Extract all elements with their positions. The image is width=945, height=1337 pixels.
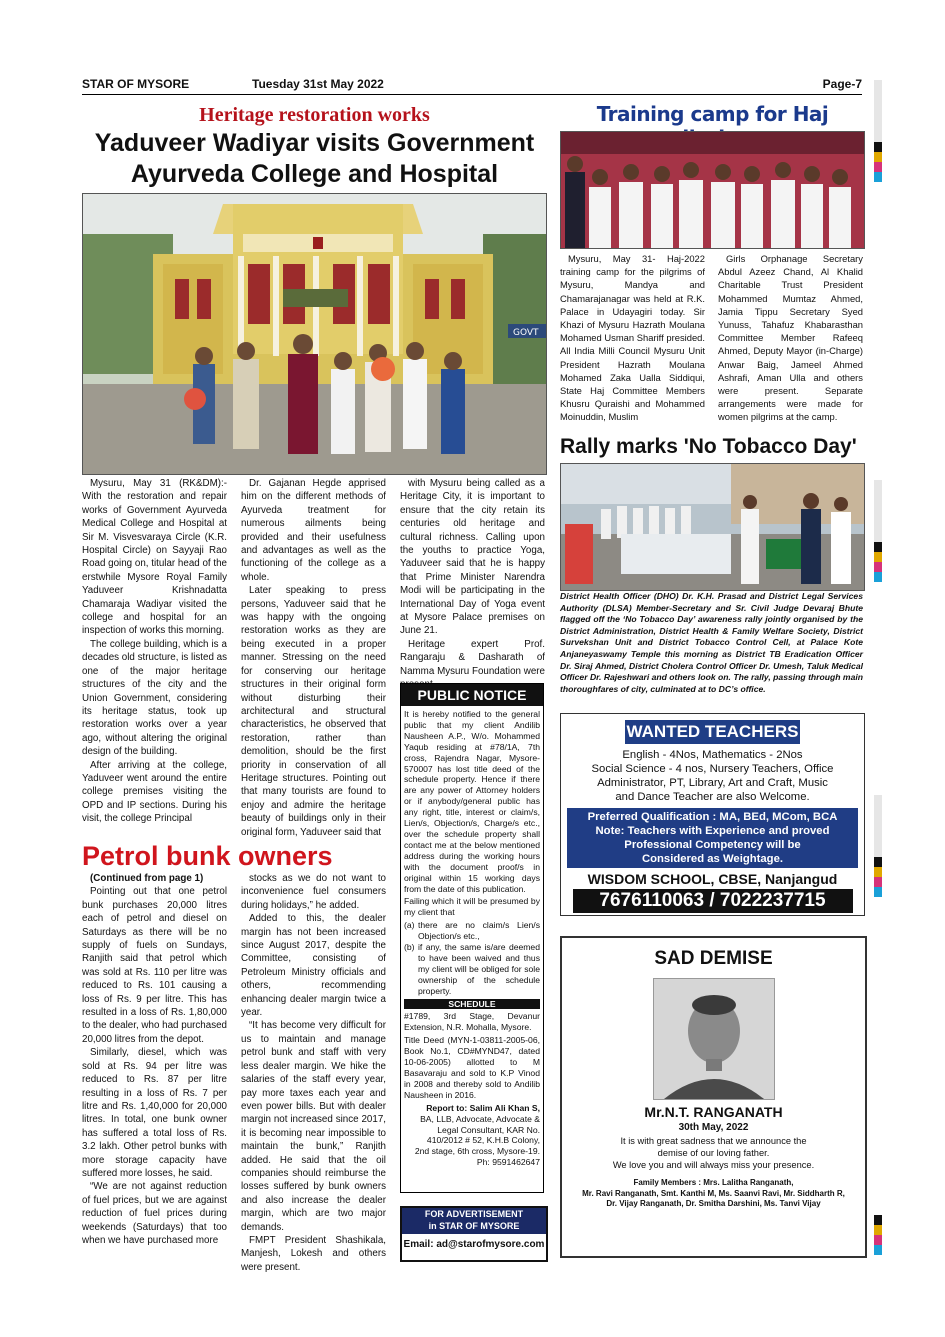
haj-photo xyxy=(560,131,865,249)
haj-column-2 xyxy=(718,252,863,424)
message-line: demise of our loving father. xyxy=(657,1148,770,1158)
family-line: Mr. Ravi Ranganath, Smt. Kanthi M, Ms. Saanvi Ravi, Mr. Siddharth R, xyxy=(582,1188,845,1198)
lead-headline xyxy=(82,128,547,190)
govt-sign-text: GOVT xyxy=(513,328,539,338)
family-members xyxy=(562,1178,865,1210)
vacancy-line: and Dance Teacher are also Welcome. xyxy=(615,791,810,803)
lead-paragraph: Mysuru, May 31 (RK&DM):- With the restoration and repair works of Government Ayurveda Medical College and Hospital at Sir M. Visvesvaraya Circle (K.R. Hospital Circle) on Sayyaji Rao Road going on, titular head of the erstwhile Mysore Royal Family Yaduveer Krishnadatta Chamaraja Wadiyar visited the college and hospital for an inspection of works this morning. xyxy=(82,478,227,637)
wanted-title: WANTED TEACHERS xyxy=(625,720,800,744)
notice-condition xyxy=(404,942,540,997)
heritage-building-illustration xyxy=(83,194,546,474)
condition-label: (b) xyxy=(404,942,415,953)
petrol-column-1 xyxy=(82,872,227,1247)
portrait xyxy=(653,978,775,1100)
rally-photo xyxy=(560,463,865,591)
contact-phone[interactable]: 7676110063 / 7022237715 xyxy=(573,889,853,913)
vacancy-line: Social Science - 4 nos, Nursery Teachers, Office xyxy=(591,763,834,775)
report-to: Report to: Salim Ali Khan S, xyxy=(426,1102,540,1113)
report-line: 2nd stage, 6th cross, Mysore-19. xyxy=(414,1146,540,1157)
petrol-paragraph: FMPT President Shashikala, Manjesh, Lokesh and others were present. xyxy=(241,1234,386,1273)
page-header xyxy=(82,76,862,95)
public-notice xyxy=(400,683,544,1193)
notice-failing: Failing which it will be presumed by my client that xyxy=(404,896,540,918)
ad-contact-line-2: in STAR OF MYSORE xyxy=(402,1220,546,1234)
report-line: Legal Consultant, KAR No. xyxy=(437,1124,540,1135)
haj-column-1 xyxy=(560,252,705,424)
notice-intro: It is hereby notified to the general public that my client Andilib Nausheen A.P., W/o. Mohammed Yaqub residing at #78/1A, 7th cross, Rajendra Nagar, Mysore-570007 has lost title deed of the schedule property. Hence if there are any power of Attorney holders or if anybody/general public has any right, title, interest or claim/s, Lien/s, Objection/s, Charge/s etc., over the schedule property shall contact me at the below mentioned address during the working hours with the document proof/s in original within 15 working days from the date of this publication. xyxy=(404,709,540,894)
demise-date: 30th May, 2022 xyxy=(678,1122,749,1133)
haj-group-illustration xyxy=(561,132,864,248)
qualification-line: Considered as Weightage. xyxy=(641,853,784,865)
lead-paragraph: The college building, which is a decades old structure, is listed as one of the major heritage structures of the city and the Union Government, considering its heritage status, took up restoration works over a year ago, without altering the original design of the building. xyxy=(82,638,227,758)
ad-contact-email[interactable]: Email: ad@starofmysore.com xyxy=(403,1239,545,1250)
lead-column-1 xyxy=(82,477,227,826)
petrol-paragraph: Similarly, diesel, which was sold at Rs. 94 per litre was reduced to Rs. 87 per litre resulting in a loss of Rs. 7 per litre and Rs. 1,40,000 for 20,000 litres. In total, one bunk owner has suffered a total loss of Rs. 3.2 lakh. Other petrol bunks with more storage capacity have suffered more losses, he said. xyxy=(82,1047,227,1179)
wanted-vacancies xyxy=(561,748,864,804)
report-line: Ph: 9591462647 xyxy=(476,1157,540,1168)
petrol-paragraph: Added to this, the dealer margin has not been increased since August 2017, despite the Committee, consisting of Petroleum Ministry officials and others, recommending enhancing dealer margin twice a year. xyxy=(241,913,386,1019)
haj-headline: Training camp for Haj xyxy=(596,102,829,126)
schedule-label: SCHEDULE xyxy=(404,999,540,1010)
lead-headline-line-2: Ayurveda College and Hospital xyxy=(130,160,499,188)
school-name: WISDOM SCHOOL, CBSE, Nanjangud xyxy=(587,871,838,887)
portrait-illustration xyxy=(654,979,774,1099)
lead-paragraph: with Mysuru being called as a Heritage City, it is important to ensure that the city retain its centuries old heritage and cultural richness. Calling upon the youths to practice Yoga, Yaduveer said that he is happy that Prime Minister Narendra Modi will be participating in the International Day of Yoga event at Mysore Palace premises on June 21. xyxy=(400,478,545,637)
registration-marks xyxy=(874,1215,882,1265)
lead-photo xyxy=(82,193,547,475)
lead-paragraph: Dr. Gajanan Hegde apprised him on the different methods of Ayurveda treatment for numerous ailments being provided and their usefulness and advantages as well as the functioning of the college as a whole. xyxy=(241,478,386,583)
petrol-headline: Petrol bunk owners xyxy=(82,841,333,871)
haj-paragraph: Mysuru, May 31- Haj-2022 training camp for the pilgrims of Mysuru, Mandya and Chamarajanagar was held at R.K. Palace in Udayagiri today. Sir Khazi of Mysuru Hazrath Moulana Mohamed Usman Shariff presided. All India Milli Council Mysuru Unit President Hazrath Moulana Mohamed Zaka Ualla Siddiqui, State Haj Committee Members Khusru Quraishi and Mohammed Moinuddin, Muslim xyxy=(560,253,705,423)
notice-condition xyxy=(404,920,540,942)
registration-marks xyxy=(874,480,882,590)
deceased-name: Mr.N.T. RANGANATH xyxy=(644,1104,783,1120)
qualification-line: Note: Teachers with Experience and proved xyxy=(595,825,830,837)
vacancy-line: Administrator, PT, Library, Art and Craft, Music xyxy=(597,777,828,789)
lead-column-3 xyxy=(400,477,545,692)
ad-contact-line-1: FOR ADVERTISEMENT xyxy=(402,1208,546,1220)
lead-paragraph: Later speaking to press persons, Yaduveer said that he was happy with the ongoing restoration works as they are being executed in a proper manner. Stressing on the need for conserving our heritage structures in their original form without disturbing their architectural and structural characteristics, he observed that restoration, rather than demolition, should be the first priority in conservation of all Heritage structures. Pointing out that many tourists are found to enjoy and admire the heritage beauty of buildings only in their original form, Yaduveer said that xyxy=(241,585,386,838)
petrol-paragraph: Pointing out that one petrol bunk purchases 20,000 litres each of petrol and diesel on Saturdays as there will be no supply of fuels on Sundays, Ranjith said that petrol which was sold at Rs. 110 per litre was reduced to Rs. 101 causing a loss of Rs. 9 per litre. This has resulted in a loss of Rs. 1,80,000 to the dealer, who had purchased 20,000 litres from the depot. xyxy=(82,886,227,1045)
registration-marks xyxy=(874,795,882,905)
condition-text: if any, the same is/are deemed to have been waived and thus my client will be obliged for sole ownership of the schedule property. xyxy=(418,942,540,996)
petrol-paragraph: “It has become very difficult for us to maintain and manage petrol bunk and staff with very less dealer margin. We hike the salaries of the staff every year, pay more taxes each year and even power bills. But with dealer margin not increased since 2017, it is becoming near impossible to maintain the bunk,” Ranjith added. He said that the oil companies should reimburse the losses suffered by bunk owners and also increase the dealer margin, which are two major demands. xyxy=(241,1020,386,1233)
condition-label: (a) xyxy=(404,920,415,931)
condition-text: there are no claim/s Lien/s Objection/s etc., xyxy=(418,920,540,942)
family-line: Family Members : Mrs. Lalitha Ranganath, xyxy=(633,1178,794,1187)
lead-paragraph: After arriving at the college, Yaduveer went around the entire college premises visiting the OPD and IP sections. During his visit, the college Principal xyxy=(82,759,227,825)
lead-headline-line-1: Yaduveer Wadiyar visits Government xyxy=(94,129,535,157)
petrol-paragraph: stocks as we do not want to inconvenience fuel consumers during holidays,” he added. xyxy=(241,873,386,911)
lead-column-2 xyxy=(241,477,386,839)
schedule-text: #1789, 3rd Stage, Devanur Extension, N.R. Mohalla, Mysore. xyxy=(404,1011,540,1033)
notice-report xyxy=(404,1103,540,1168)
paper-name: STAR OF MYSORE xyxy=(82,77,190,91)
registration-marks xyxy=(874,80,882,190)
petrol-paragraph: “We are not against reduction of fuel prices, but we are against reduction of fuel prices during weekends (Saturdays) that too when we have purchased more xyxy=(82,1181,227,1246)
wanted-teachers-ad xyxy=(560,713,865,916)
qualification-line: Professional Competency will be xyxy=(624,839,801,851)
lead-kicker: Heritage restoration works xyxy=(199,104,430,126)
vacancy-line: English - 4Nos, Mathematics - 2Nos xyxy=(622,749,803,761)
haj-paragraph: Girls Orphanage Secretary Abdul Azeez Chand, Al Khalid Charitable Trust President Mohammed Mumtaz Ahmed, Jamia Tippu Secretary Syed Yunuss, Tahafuz Khabarasthan Committee Member Rafeeq Ahmed, Deputy Mayor (in-Charge) Anwar Baig, Jameel Ahmed Ashrafi, Aman Ulla and others were present. Separate arrangements were made for women pilgrims at the camp. xyxy=(718,253,863,423)
obituary xyxy=(560,936,867,1258)
obituary-title: SAD DEMISE xyxy=(654,948,773,969)
public-notice-title: PUBLIC NOTICE xyxy=(401,684,543,706)
continued-label: (Continued from page 1) xyxy=(90,873,204,884)
rally-headline: Rally marks 'No Tobacco Day' xyxy=(560,435,857,458)
advertisement-contact xyxy=(400,1206,548,1262)
report-line: 410/2012 # 52, K.H.B Colony, xyxy=(426,1135,540,1146)
qualification-box xyxy=(567,808,858,868)
message-line: It is with great sadness that we announce the xyxy=(620,1136,807,1146)
obituary-message xyxy=(562,1135,865,1171)
message-line: We love you and will always miss your presence. xyxy=(612,1160,815,1170)
qualification-line: Preferred Qualification : MA, BEd, MCom, BCA xyxy=(587,811,838,823)
page-number: Page-7 xyxy=(822,77,862,91)
family-line: Dr. Vijay Ranganath, Dr. Smitha Darshini, Ms. Tanvi Vijay xyxy=(606,1199,821,1208)
issue-date: Tuesday 31st May 2022 xyxy=(252,77,384,91)
rally-illustration xyxy=(561,464,864,590)
title-deed-text: Title Deed (MYN-1-03811-2005-06, Book No.1, CD#MYND47, dated 10-06-2005) allotted to M Basavaraju and sold to K.P Vinod in 2008 and thereby sold to Andilib Nausheen in 2016. xyxy=(404,1035,540,1100)
petrol-column-2 xyxy=(241,872,386,1274)
rally-caption: District Health Officer (DHO) Dr. K.H. Prasad and District Legal Services Authority (DLSA) Member-Secretary and Sr. Civil Judge Devaraj Bhute flagged off the ‘No Tobacco Day’ awareness rally jointly organised by the District Administration, District Health & Family Welfare Society, District Survekshan Unit and District Tobacco Control Cell, at Palace Kote Anjaneyaswamy Temple this morning as District TB Eradication Officer Dr. Siraj Ahmed, District Cholera Control Officer Dr. Umesh, Taluk Medical Officer Dr. Rajeshwari and others look on. The rally, passing through main thoroughfares of city, culminated at to DC’s office. xyxy=(560,591,863,694)
report-qualification: BA, LLB, Advocate, Advocate & xyxy=(420,1113,540,1124)
lead-paragraph: Heritage expert Prof. Rangaraju & Dasharath of Namma Mysuru Foundation were xyxy=(400,638,545,677)
